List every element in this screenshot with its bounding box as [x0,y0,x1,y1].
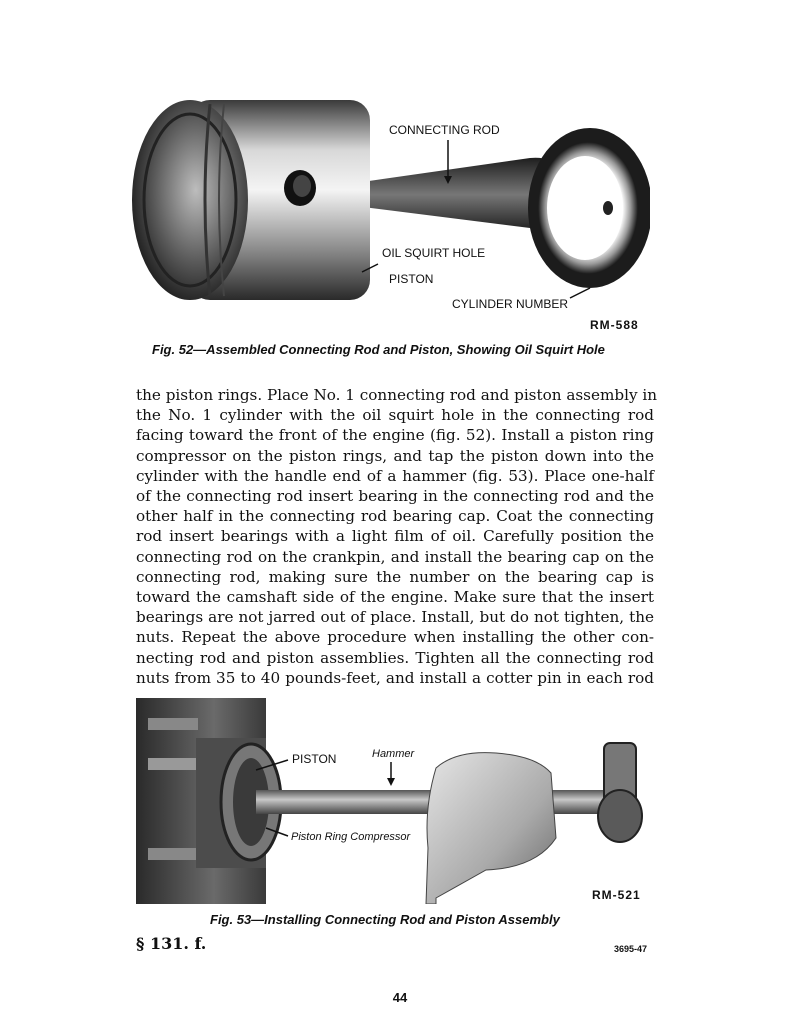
body-line: the piston rings. Place No. 1 connecting rod and piston assembly in [136,386,657,404]
body-paragraph [136,385,657,688]
figure-52-ref-code: RM-588 [590,318,639,332]
connecting-rod-label: CONNECTING ROD [389,123,500,137]
body-line: of the connecting rod insert bearing in the connecting rod and the [136,487,654,506]
body-line: toward the camshaft side of the engine. Make sure that the insert [136,588,654,607]
figure-52-caption: Fig. 52—Assembled Connecting Rod and Piston, Showing Oil Squirt Hole [152,342,605,357]
piston-label: PISTON [389,272,434,286]
body-line: nuts from 35 to 40 pounds-feet, and install a cotter pin in each rod [136,668,654,687]
body-line: cylinder with the handle end of a hammer (fig. 53). Place one-half [136,466,654,485]
body-line: connecting rod, making sure the number on the bearing cap is [136,567,654,586]
page-number: 44 [392,990,408,1005]
body-line: rod insert bearings with a light film of oil. Carefully position the [136,527,654,546]
oil-squirt-hole-label: OIL SQUIRT HOLE [382,246,486,260]
piston-label-fig53: PISTON [292,752,337,766]
body-line: connecting rod on the crankpin, and install the bearing cap on the [136,547,654,566]
body-line: necting rod and piston assemblies. Tighten all the connecting rod [136,648,654,667]
body-line: nuts. Repeat the above procedure when installing the other con- [136,628,654,647]
figure-53-image [136,698,654,904]
body-line: facing toward the front of the engine (fig. 52). Install a piston ring [136,426,654,445]
body-line: the No. 1 cylinder with the oil squirt hole in the connecting rod [136,406,654,425]
figure-53-ref-code: RM-521 [592,888,641,902]
piston-install-illustration [136,698,654,904]
piston-ring-compressor-label: Piston Ring Compressor [291,831,411,843]
figure-53-caption: Fig. 53—Installing Connecting Rod and Piston Assembly [210,912,560,927]
cylinder-number-label: CYLINDER NUMBER [452,297,569,311]
body-line: bearings are not jarred out of place. Install, but do not tighten, the [136,608,654,627]
document-code: 3695-47 [614,944,648,954]
hammer-label: Hammer [372,748,415,760]
body-line: compressor on the piston rings, and tap the piston down into the [136,446,654,465]
section-reference: § 131. f. [136,934,207,953]
body-line: other half in the connecting rod bearing cap. Coat the connecting [136,507,654,526]
